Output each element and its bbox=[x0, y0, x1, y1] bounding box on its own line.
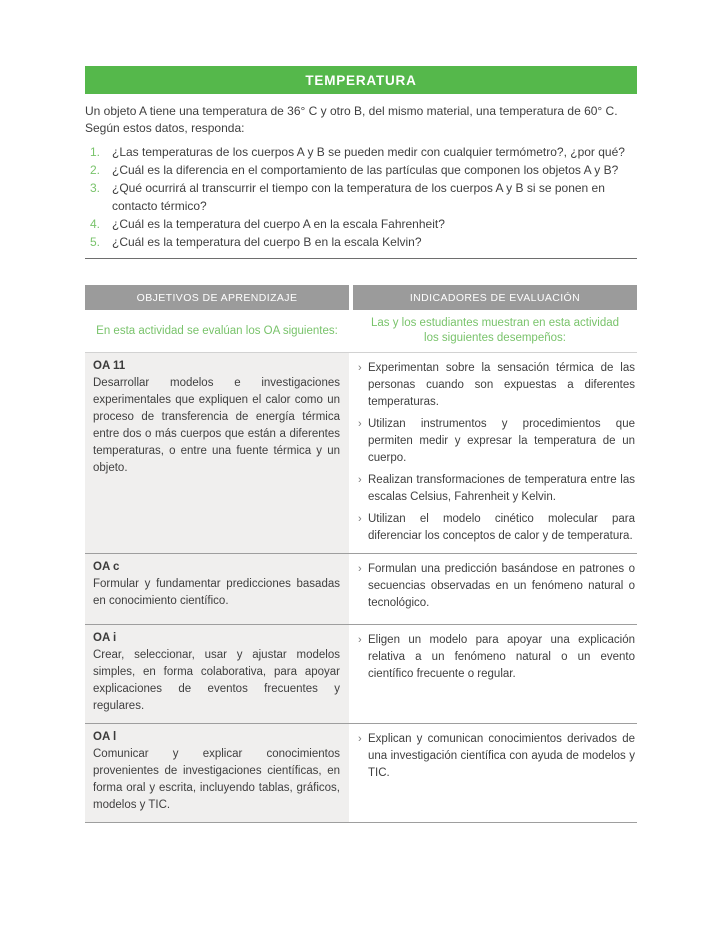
indicator-list bbox=[358, 561, 635, 612]
oa-code: OA l bbox=[93, 731, 117, 743]
question-number: 2. bbox=[90, 163, 101, 177]
table-row-oa11 bbox=[85, 352, 637, 553]
oa-description: Comunicar y explicar conocimientos provenientes de investigaciones científicas, en forma oral y escrita, incluyendo tablas, gráficos, modelos y TIC. bbox=[93, 748, 340, 811]
indicator-list bbox=[358, 360, 635, 545]
indicators-cell bbox=[353, 724, 637, 822]
indicator-text: Explican y comunican conocimientos derivados de una investigación científica con ayuda de modelos y TIC. bbox=[368, 733, 635, 779]
question-number: 3. bbox=[90, 181, 101, 195]
objective-cell bbox=[85, 625, 349, 723]
indicator-text: Eligen un modelo para apoyar una explicación relativa a un fenómeno natural o un evento científico frecuente o regular. bbox=[368, 634, 635, 680]
indicators-cell bbox=[353, 625, 637, 723]
table-row-oac bbox=[85, 553, 637, 624]
oa-code: OA c bbox=[93, 561, 120, 573]
subheader-indicators: Las y los estudiantes muestran en esta actividad los siguientes desempeños: bbox=[370, 317, 620, 344]
bullet-icon: › bbox=[358, 634, 362, 646]
oa-code: OA 11 bbox=[93, 360, 126, 372]
oa-description: Crear, seleccionar, usar y ajustar modelos simples, en forma colaborativa, para apoyar explicaciones de eventos frecuentes y regulares. bbox=[93, 649, 340, 712]
bullet-icon: › bbox=[358, 418, 362, 430]
question-text: ¿Cuál es la diferencia en el comportamiento de las partículas que componen los objetos A y B? bbox=[112, 163, 619, 177]
indicator-text: Formulan una predicción basándose en patrones o secuencias observadas en un fenómeno natural o tecnológico. bbox=[368, 563, 635, 609]
indicator-item bbox=[358, 360, 635, 411]
bullet-icon: › bbox=[358, 362, 362, 374]
objective-cell bbox=[85, 353, 349, 553]
indicators-cell bbox=[353, 554, 637, 624]
question-text: ¿Cuál es la temperatura del cuerpo A en la escala Fahrenheit? bbox=[112, 217, 445, 231]
objective-cell bbox=[85, 554, 349, 624]
table-header-row bbox=[85, 285, 637, 310]
question-item-2 bbox=[85, 161, 637, 179]
indicator-item bbox=[358, 511, 635, 545]
question-number: 5. bbox=[90, 235, 101, 249]
bullet-icon: › bbox=[358, 474, 362, 486]
table-subheader-row bbox=[85, 310, 637, 352]
indicator-text: Realizan transformaciones de temperatura entre las escalas Celsius, Fahrenheit y Kelvin. bbox=[368, 474, 635, 503]
question-item-4 bbox=[85, 215, 637, 233]
subheader-objectives: En esta actividad se evalúan los OA siguientes: bbox=[96, 324, 338, 337]
oa-code: OA i bbox=[93, 632, 117, 644]
section-title: TEMPERATURA bbox=[305, 72, 417, 88]
document-page bbox=[85, 66, 637, 823]
question-text: ¿Qué ocurrirá al transcurrir el tiempo con la temperatura de los cuerpos A y B si se ponen en contacto térmico? bbox=[112, 181, 605, 213]
indicator-item bbox=[358, 632, 635, 683]
table-row-oai bbox=[85, 624, 637, 723]
indicators-cell bbox=[353, 353, 637, 553]
objectives-indicators-table bbox=[85, 285, 637, 823]
question-item-5 bbox=[85, 233, 637, 251]
objective-cell bbox=[85, 724, 349, 822]
question-list bbox=[85, 143, 637, 251]
indicator-item bbox=[358, 472, 635, 506]
indicator-item bbox=[358, 561, 635, 612]
bullet-icon: › bbox=[358, 563, 362, 575]
oa-description: Desarrollar modelos e investigaciones experimentales que expliquen el calor como un proceso de transferencia de energía térmica entre dos o más cuerpos que están a diferentes temperaturas, o entre una fuente térmica y un objeto. bbox=[93, 377, 340, 474]
intro-paragraph: Un objeto A tiene una temperatura de 36° C y otro B, del mismo material, una temperatura de 60° C. Según estos datos, responda: bbox=[85, 104, 618, 135]
question-text: ¿Las temperaturas de los cuerpos A y B se pueden medir con cualquier termómetro?, ¿por qué? bbox=[112, 145, 625, 159]
question-text: ¿Cuál es la temperatura del cuerpo B en la escala Kelvin? bbox=[112, 235, 422, 249]
table-row-oal bbox=[85, 723, 637, 822]
indicator-text: Experimentan sobre la sensación térmica de las personas cuando son expuestas a diferentes temperaturas. bbox=[368, 362, 635, 408]
section-title-bar bbox=[85, 66, 637, 94]
indicator-text: Utilizan instrumentos y procedimientos que permiten medir y expresar la temperatura de un cuerpo. bbox=[368, 418, 635, 464]
question-item-1 bbox=[85, 143, 637, 161]
bullet-icon: › bbox=[358, 513, 362, 525]
question-number: 1. bbox=[90, 145, 101, 159]
column-header-indicators: INDICADORES DE EVALUACIÓN bbox=[353, 285, 637, 310]
indicator-item bbox=[358, 416, 635, 467]
indicator-item bbox=[358, 731, 635, 782]
question-number: 4. bbox=[90, 217, 101, 231]
bullet-icon: › bbox=[358, 733, 362, 745]
question-item-3 bbox=[85, 179, 637, 215]
oa-description: Formular y fundamentar predicciones basadas en conocimiento científico. bbox=[93, 578, 340, 607]
section-divider bbox=[85, 258, 637, 259]
indicator-text: Utilizan el modelo cinético molecular para diferenciar los conceptos de calor y de temperatura. bbox=[368, 513, 635, 542]
column-header-objectives: OBJETIVOS DE APRENDIZAJE bbox=[85, 285, 349, 310]
indicator-list bbox=[358, 632, 635, 683]
indicator-list bbox=[358, 731, 635, 782]
